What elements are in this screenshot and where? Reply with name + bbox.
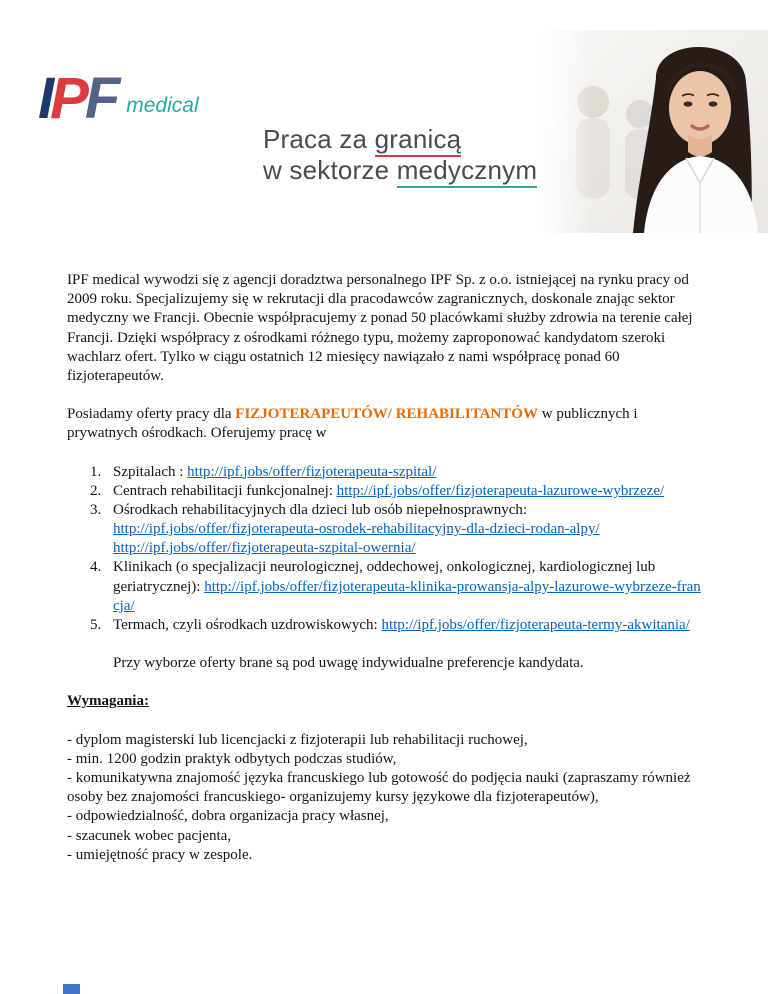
page-bottom-graphic [63,984,80,994]
offer-list [67,463,702,636]
list-number: 4. [90,559,102,576]
intro-paragraph: IPF medical wywodzi się z agencji doradztwa personalnego IPF Sp. z o.o. istniejącej na rynku pracy od 2009 roku. Specjalizujemy się w rekrutacji dla pracodawców zagranicznych, doskonale znając sektor medyczny we Francji. Obecnie współpracujemy z ponad 50 placówkami służby zdrowia na terenie całej Francji. Dzięki współpracy z ośrodkami różnego typu, możemy zaproponować kandydatom szeroki wachlarz ofert. Tylko w ciągu ostatnich 12 miesięcy nawiązało z nami współpracę ponad 60 fizjoterapeutów. [67,272,693,384]
ipf-logo [38,66,199,131]
list-item-thermal-centers [67,616,702,635]
logo-letter-i: I [38,66,51,131]
offer-link-rodan-alpy[interactable]: http://ipf.jobs/offer/fizjoterapeuta-osrodek-rehabilitacyjny-dla-dzieci-rodan-alpy/ [113,521,600,538]
requirements-title: Wymagania: [67,693,149,710]
title-line-2 [263,155,537,186]
title-underlined-granica: granicą [375,124,462,157]
title-line-1 [263,124,537,155]
requirements-list [67,731,702,865]
list-item-children-centers [67,501,702,559]
list-number: 5. [90,617,102,633]
requirement-item: - umiejętność pracy w zespole. [67,846,253,863]
offer-link-owernia[interactable]: http://ipf.jobs/offer/fizjoterapeuta-szpital-owernia/ [113,540,416,557]
offer-text-pre: Posiadamy oferty pracy dla [67,406,236,423]
list-item-hospitals [67,463,702,482]
requirement-item: - szacunek wobec pacjenta, [67,827,232,844]
logo-letter-f: F [84,66,117,131]
requirement-item: - dyplom magisterski lub licencjacki z fizjoterapii lub rehabilitacji ruchowej, [67,731,528,748]
banner-photo [538,30,768,233]
list-item-label: Centrach rehabilitacji funkcjonalnej: [113,482,337,499]
ipf-logo-mark [38,66,117,131]
list-item-label: Termach, czyli ośrodkach uzdrowiskowych: [113,617,382,633]
list-item-label: Klinikach (o specjalizacji neurologicznej, oddechowej, onkologicznej, kardiologicznej lub geriatrycznej): [113,559,656,595]
offer-link-lazurowe-wybrzeze[interactable]: http://ipf.jobs/offer/fizjoterapeuta-lazurowe-wybrzeze/ [336,482,665,499]
woman-photo-illustration [538,30,768,233]
offer-link-szpital[interactable]: http://ipf.jobs/offer/fizjoterapeuta-szpital/ [187,463,437,480]
preferences-note: Przy wyborze oferty brane są pod uwagę indywidualne preferencje kandydata. [113,655,584,672]
offer-link-termy-akwitania[interactable]: http://ipf.jobs/offer/fizjoterapeuta-termy-akwitania/ [381,617,690,633]
requirement-item: - min. 1200 godzin praktyk odbytych podczas studiów, [67,750,397,767]
banner-title [263,124,537,185]
logo-letter-p: P [50,66,85,131]
offer-text-post: w publicznych i prywatnych ośrodkach. Oferujemy pracę w [67,406,638,442]
title-line-2-text: w sektorze [263,154,397,185]
offer-link-klinika-prowansja[interactable]: http://ipf.jobs/offer/fizjoterapeuta-klinika-prowansja-alpy-lazurowe-wybrzeze-francja/ [113,578,701,614]
list-item-label: Ośrodkach rehabilitacyjnych dla dzieci lub osób niepełnosprawnych: [113,501,528,518]
header-banner [0,0,768,235]
offer-highlight: FIZJOTERAPEUTÓW/ REHABILITANTÓW [235,406,538,423]
document-body [0,235,768,865]
logo-medical-text: medical [126,94,199,117]
list-item-rehab-centers [67,482,702,501]
list-number: 1. [90,463,102,480]
offer-paragraph [67,405,702,443]
requirement-item: - odpowiedzialność, dobra organizacja pracy własnej, [67,808,389,825]
list-number: 2. [90,482,102,499]
list-number: 3. [90,501,102,518]
requirement-item: - komunikatywna znajomość języka francuskiego lub gotowość do podjęcia nauki (zapraszamy również osoby bez znajomości francuskiego- organizujemy kursy językowe dla fizjoterapeutów), [67,769,691,806]
title-underlined-medycznym: medycznym [397,155,538,188]
list-item-label: Szpitalach : [113,463,188,480]
list-item-clinics [67,558,702,616]
title-line-1-text: Praca za [263,124,375,154]
